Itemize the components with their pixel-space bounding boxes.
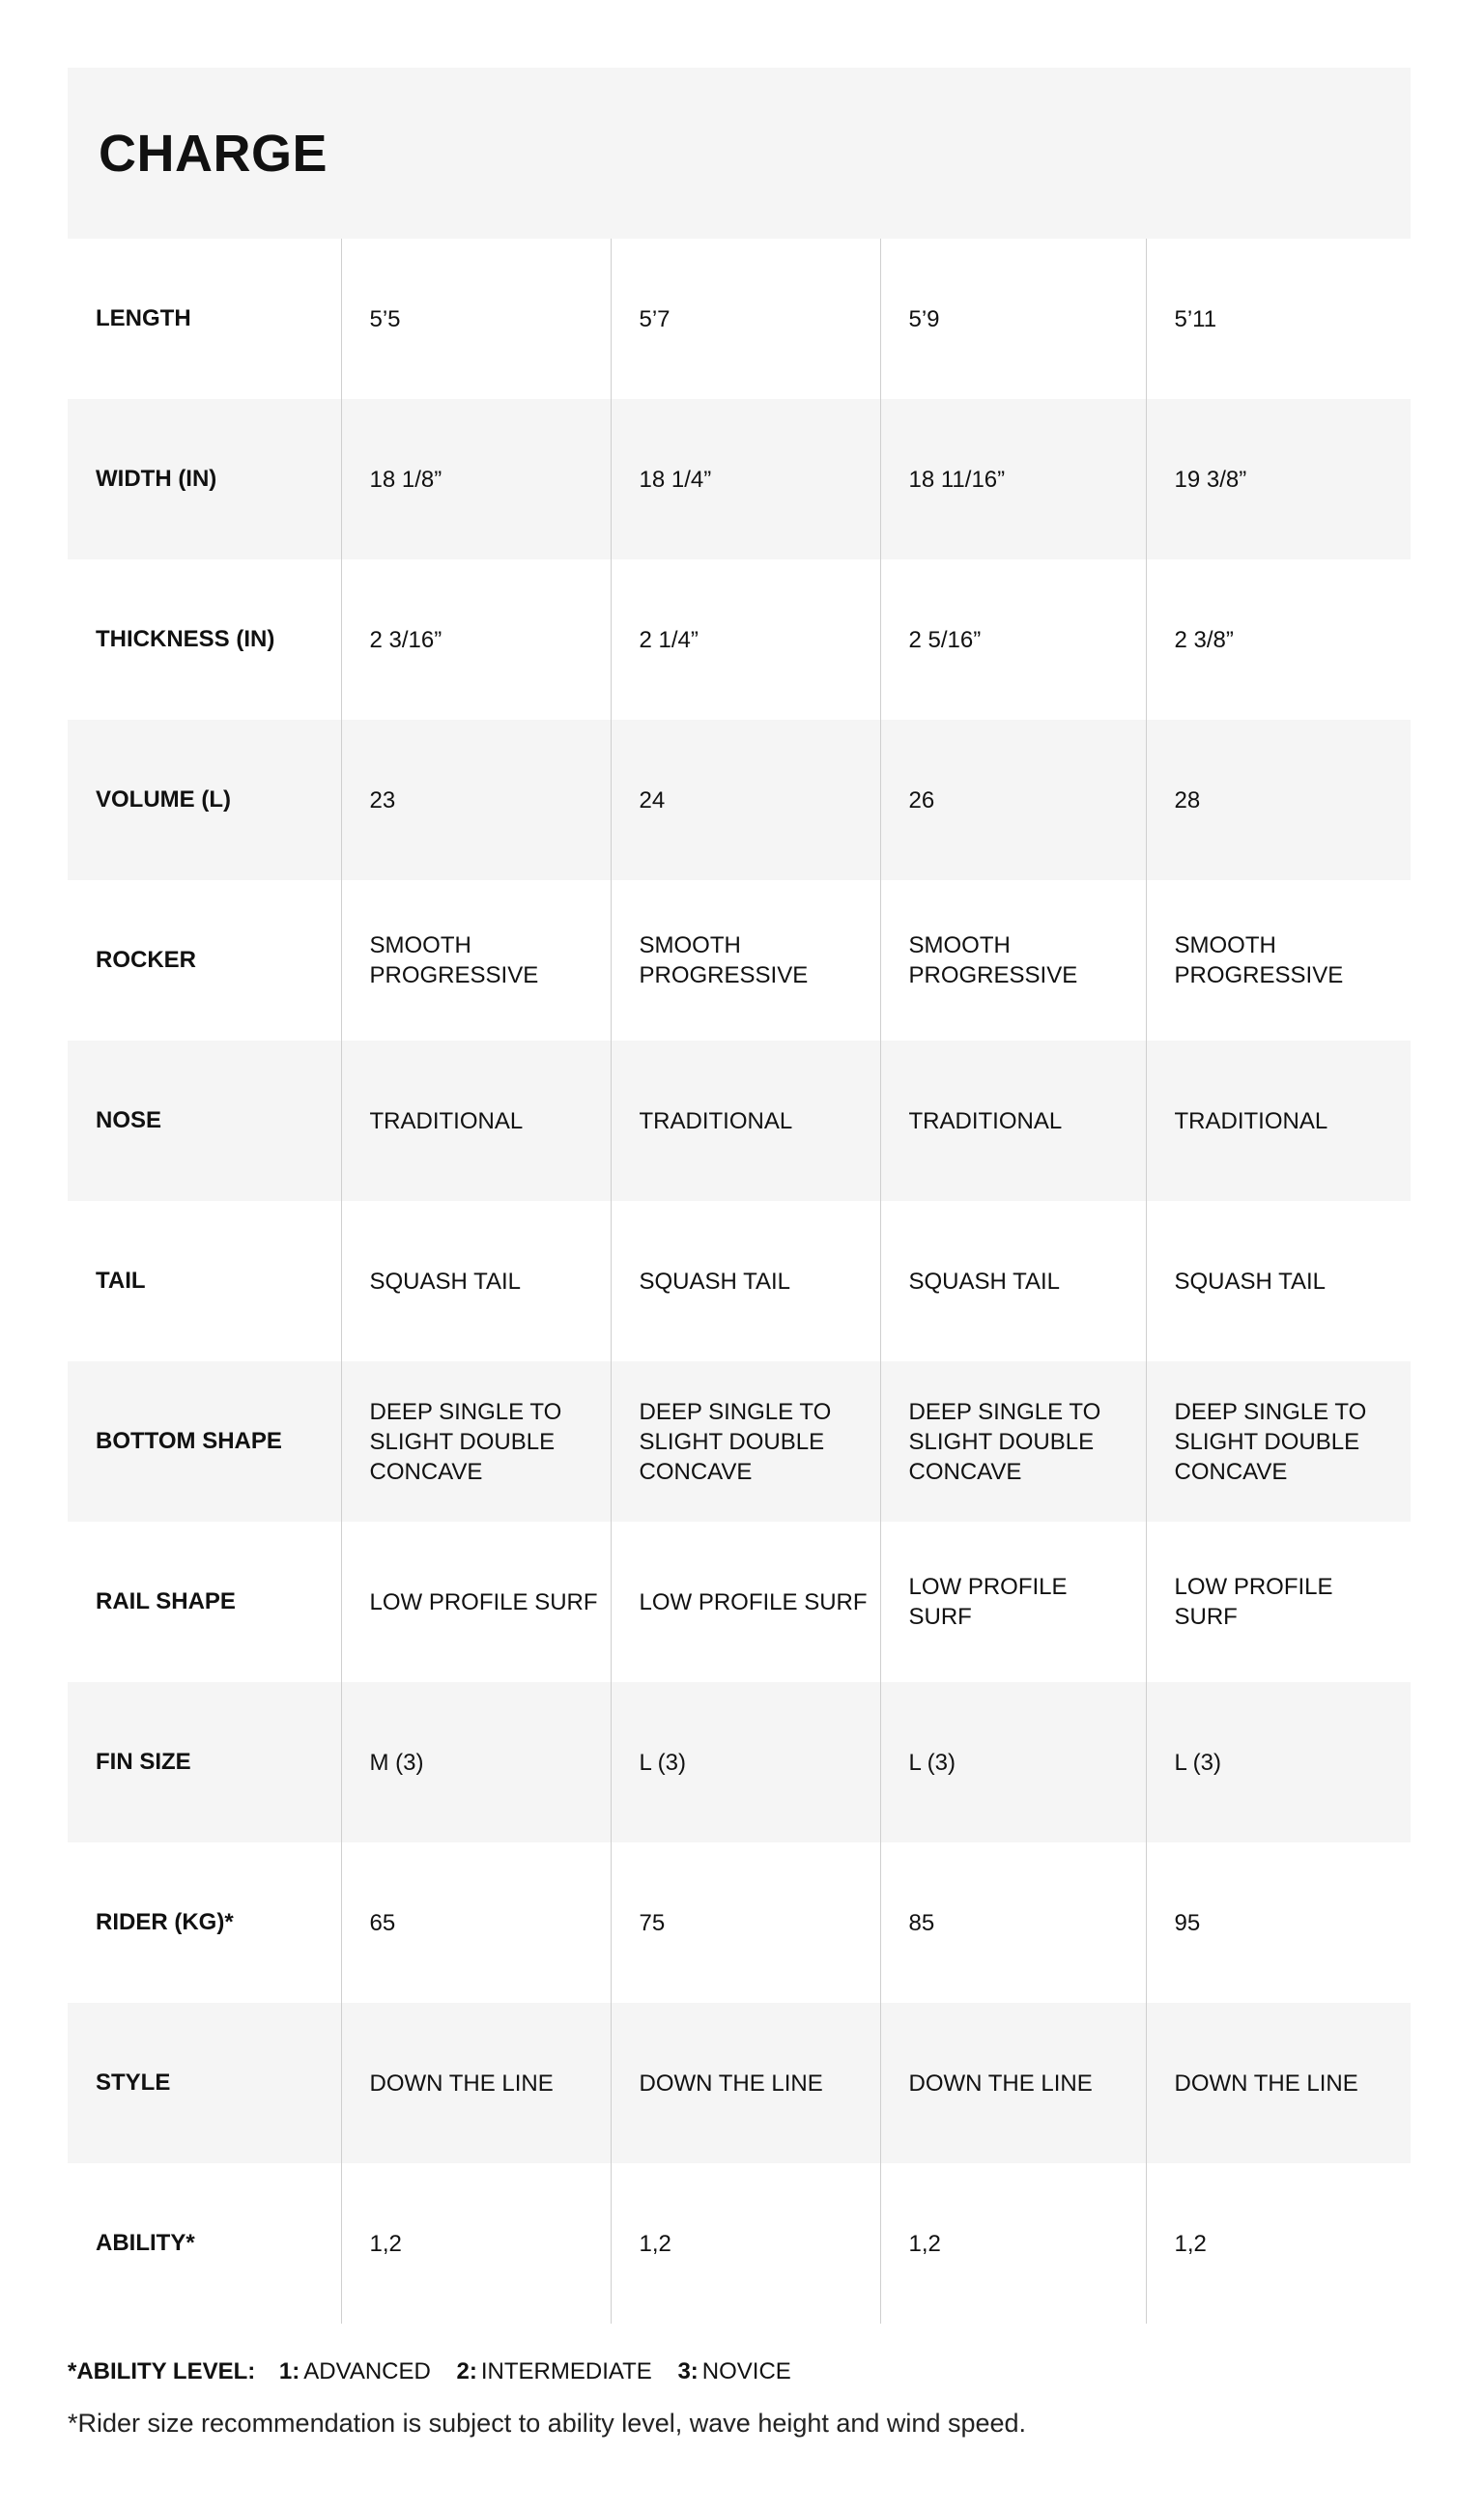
spec-cell-size-3: 1,2 <box>880 2163 1146 2324</box>
ability-level-3-number: 3: <box>677 2358 699 2384</box>
spec-cell-size-2: TRADITIONAL <box>611 1041 880 1201</box>
spec-cell-size-2: LOW PROFILE SURF <box>611 1522 880 1682</box>
spec-row-label: BOTTOM SHAPE <box>96 1428 282 1454</box>
page-title: CHARGE <box>99 124 328 183</box>
spec-row <box>68 1201 1411 1361</box>
spec-cell-size-4: TRADITIONAL <box>1146 1041 1411 1201</box>
spec-cell-size-1: 2 3/16” <box>341 559 611 720</box>
spec-cell-size-2: L (3) <box>611 1682 880 1842</box>
ability-legend <box>68 2357 1411 2386</box>
spec-row-label: LENGTH <box>96 305 191 331</box>
spec-cell-size-4: 19 3/8” <box>1146 399 1411 559</box>
spec-cell-size-1: SQUASH TAIL <box>341 1201 611 1361</box>
spec-row <box>68 2003 1411 2163</box>
spec-cell-size-3: SMOOTH PROGRESSIVE <box>880 880 1146 1041</box>
spec-cell-size-1: 65 <box>341 1842 611 2003</box>
rider-size-note: *Rider size recommendation is subject to ability level, wave height and wind speed. <box>68 2409 1027 2438</box>
spec-row-label: RIDER (KG)* <box>96 1909 234 1935</box>
spec-cell-size-1: 1,2 <box>341 2163 611 2324</box>
spec-row <box>68 880 1411 1041</box>
ability-legend-label: *ABILITY LEVEL: <box>68 2358 256 2384</box>
spec-cell-size-3: SQUASH TAIL <box>880 1201 1146 1361</box>
spec-row <box>68 1522 1411 1682</box>
spec-cell-size-2: DOWN THE LINE <box>611 2003 880 2163</box>
spec-cell-size-1: LOW PROFILE SURF <box>341 1522 611 1682</box>
spec-cell-size-1: 5’5 <box>341 239 611 399</box>
ability-level-1-label: ADVANCED <box>303 2358 431 2384</box>
spec-cell-size-3: 5’9 <box>880 239 1146 399</box>
spec-cell-size-3: DOWN THE LINE <box>880 2003 1146 2163</box>
ability-level-3-label: NOVICE <box>701 2358 791 2384</box>
spec-row <box>68 239 1411 399</box>
spec-cell-size-2: SMOOTH PROGRESSIVE <box>611 880 880 1041</box>
spec-row-label: WIDTH (IN) <box>96 466 217 492</box>
spec-cell-size-3: 85 <box>880 1842 1146 2003</box>
spec-cell-size-2: 24 <box>611 720 880 880</box>
ability-level-2-number: 2: <box>456 2358 477 2384</box>
spec-row <box>68 1361 1411 1522</box>
spec-row <box>68 1682 1411 1842</box>
spec-row <box>68 720 1411 880</box>
spec-row-label: ABILITY* <box>96 2230 195 2256</box>
spec-row-label: RAIL SHAPE <box>96 1588 236 1614</box>
spec-row-label: TAIL <box>96 1268 146 1294</box>
spec-cell-size-3: LOW PROFILE SURF <box>880 1522 1146 1682</box>
spec-row <box>68 1842 1411 2003</box>
spec-cell-size-3: L (3) <box>880 1682 1146 1842</box>
spec-cell-size-2: DEEP SINGLE TO SLIGHT DOUBLE CONCAVE <box>611 1361 880 1522</box>
spec-row <box>68 399 1411 559</box>
spec-cell-size-3: 26 <box>880 720 1146 880</box>
spec-cell-size-3: 18 11/16” <box>880 399 1146 559</box>
spec-cell-size-2: 2 1/4” <box>611 559 880 720</box>
spec-row-label: NOSE <box>96 1107 162 1133</box>
spec-cell-size-2: 1,2 <box>611 2163 880 2324</box>
spec-cell-size-2: 75 <box>611 1842 880 2003</box>
spec-cell-size-4: LOW PROFILE SURF <box>1146 1522 1411 1682</box>
spec-table <box>68 239 1411 2324</box>
spec-cell-size-4: L (3) <box>1146 1682 1411 1842</box>
spec-cell-size-2: SQUASH TAIL <box>611 1201 880 1361</box>
spec-cell-size-4: 1,2 <box>1146 2163 1411 2324</box>
spec-cell-size-4: SQUASH TAIL <box>1146 1201 1411 1361</box>
spec-cell-size-4: DEEP SINGLE TO SLIGHT DOUBLE CONCAVE <box>1146 1361 1411 1522</box>
title-bar <box>68 68 1411 239</box>
spec-sheet <box>68 68 1411 2324</box>
spec-row-label: ROCKER <box>96 947 197 973</box>
spec-cell-size-1: SMOOTH PROGRESSIVE <box>341 880 611 1041</box>
spec-cell-size-2: 18 1/4” <box>611 399 880 559</box>
spec-cell-size-1: 23 <box>341 720 611 880</box>
spec-cell-size-1: DEEP SINGLE TO SLIGHT DOUBLE CONCAVE <box>341 1361 611 1522</box>
spec-cell-size-1: 18 1/8” <box>341 399 611 559</box>
spec-cell-size-3: 2 5/16” <box>880 559 1146 720</box>
spec-cell-size-4: 5’11 <box>1146 239 1411 399</box>
spec-row <box>68 2163 1411 2324</box>
spec-row <box>68 1041 1411 1201</box>
spec-cell-size-3: DEEP SINGLE TO SLIGHT DOUBLE CONCAVE <box>880 1361 1146 1522</box>
spec-row <box>68 559 1411 720</box>
spec-row-label: FIN SIZE <box>96 1749 191 1775</box>
spec-cell-size-1: TRADITIONAL <box>341 1041 611 1201</box>
spec-table-body <box>68 239 1411 2324</box>
spec-row-label: THICKNESS (IN) <box>96 626 275 652</box>
spec-cell-size-1: DOWN THE LINE <box>341 2003 611 2163</box>
spec-cell-size-3: TRADITIONAL <box>880 1041 1146 1201</box>
spec-row-label: STYLE <box>96 2070 171 2096</box>
footnotes <box>68 2357 1411 2439</box>
spec-cell-size-4: 28 <box>1146 720 1411 880</box>
spec-cell-size-1: M (3) <box>341 1682 611 1842</box>
spec-cell-size-4: 2 3/8” <box>1146 559 1411 720</box>
ability-level-2-label: INTERMEDIATE <box>480 2358 652 2384</box>
spec-cell-size-4: 95 <box>1146 1842 1411 2003</box>
spec-row-label: VOLUME (L) <box>96 786 231 813</box>
ability-level-1-number: 1: <box>278 2358 300 2384</box>
spec-cell-size-2: 5’7 <box>611 239 880 399</box>
spec-cell-size-4: DOWN THE LINE <box>1146 2003 1411 2163</box>
spec-cell-size-4: SMOOTH PROGRESSIVE <box>1146 880 1411 1041</box>
